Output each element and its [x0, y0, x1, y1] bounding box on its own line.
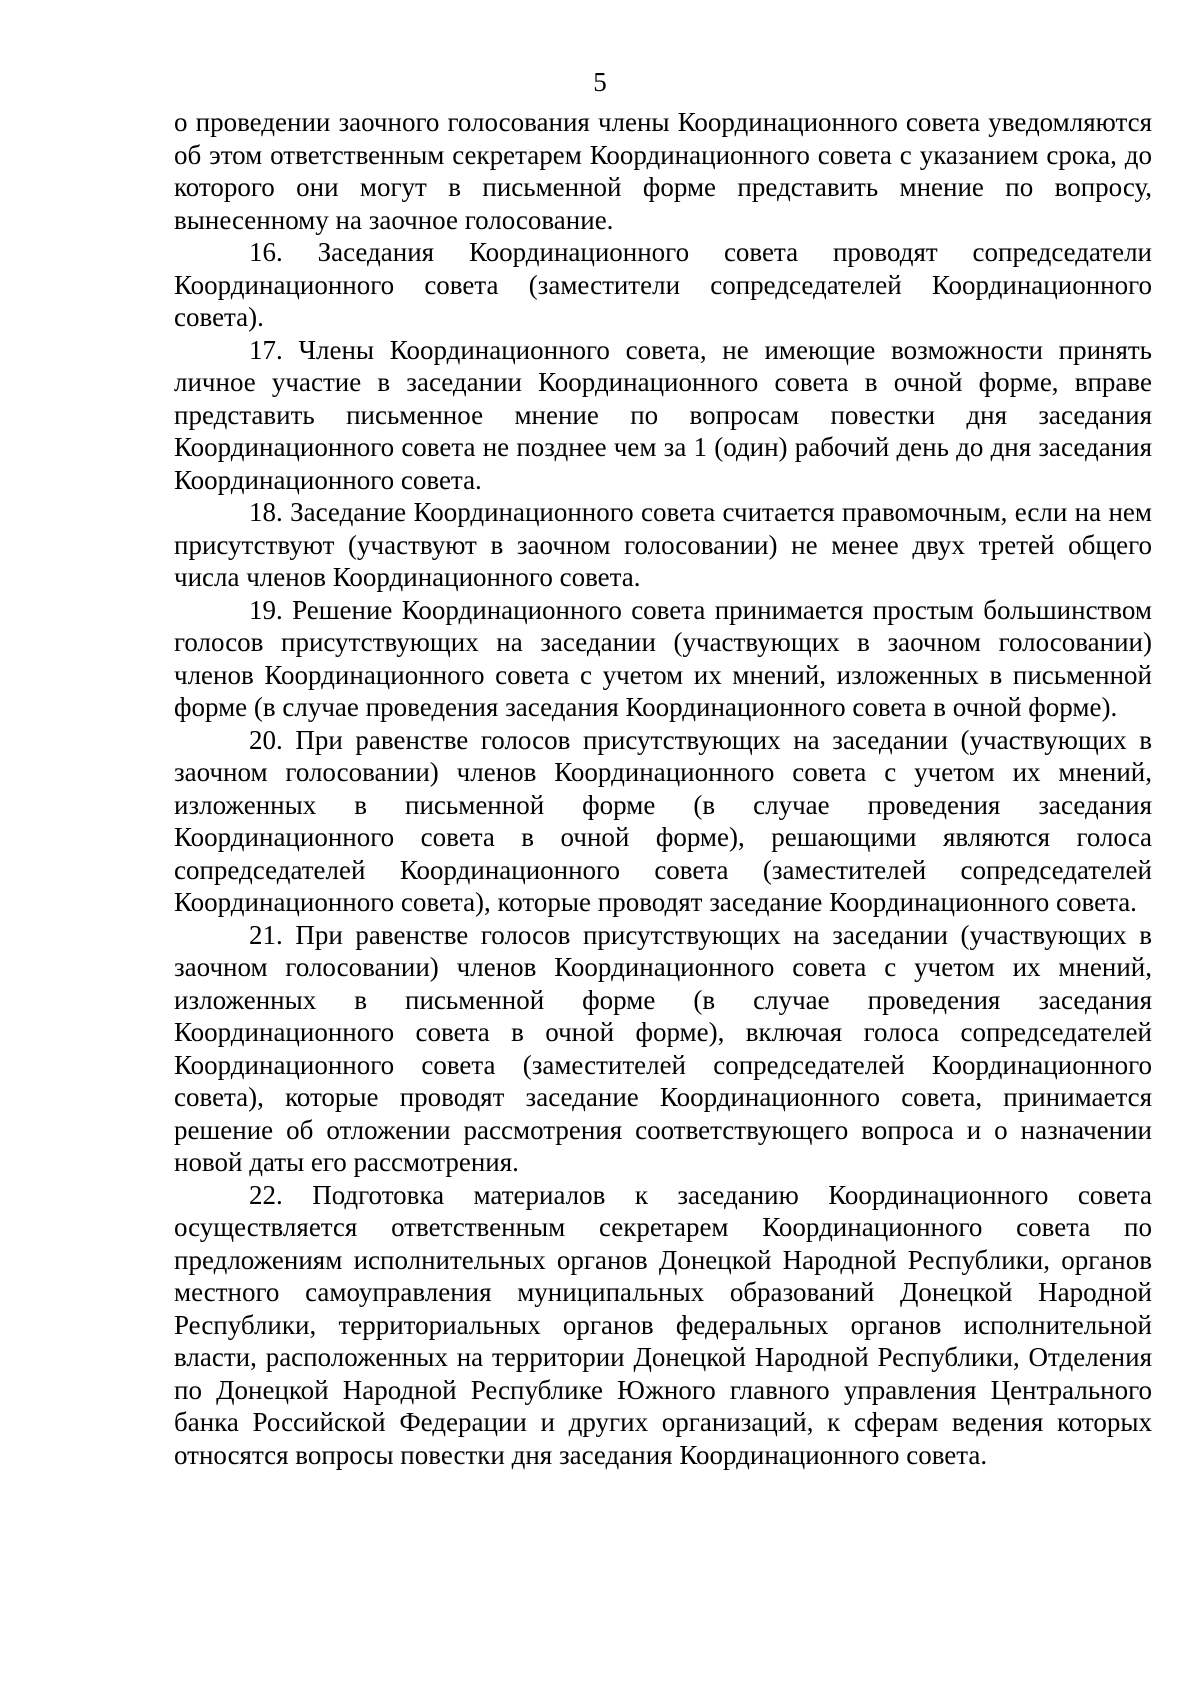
paragraph-18: 18. Заседание Координационного совета считается правомочным, если на нем присутствуют (участвуют в заочном голосовании) не менее двух третей общего числа членов Координационного совета. [174, 497, 1152, 592]
paragraph-16: 16. Заседания Координационного совета проводят сопредседатели Координационного совета (заместители сопредседателей Координационного совета). [174, 237, 1152, 332]
paragraph-continuation: о проведении заочного голосования члены Координационного совета уведомляются об этом ответственным секретарем Координационного совета с указанием срока, до которого они могут в письменной форме представить мнение по вопросу, вынесенному на заочное голосование. [174, 107, 1152, 235]
paragraph-22: 22. Подготовка материалов к заседанию Координационного совета осуществляется ответственным секретарем Координационного совета по предложениям исполнительных органов Донецкой Народной Республики, органов местного самоуправления муниципальных образований Донецкой Народной Республики, территориальных органов федеральных органов исполнительной власти, расположенных на территории Донецкой Народной Республики, Отделения по Донецкой Народной Республике Южного главного управления Центрального банка Российской Федерации и других организаций, к сферам ведения которых относятся вопросы повестки дня заседания Координационного совета. [174, 1179, 1152, 1470]
paragraph-21: 21. При равенстве голосов присутствующих на заседании (участвующих в заочном голосовании) членов Координационного совета с учетом их мнений, изложенных в письменной форме (в случае проведения заседания Координационного совета в очной форме), включая голоса сопредседателей Координационного совета (заместителей сопредседателей Координационного совета), которые проводят заседание Координационного совета, принимается решение об отложении рассмотрения соответствующего вопроса и о назначении новой даты его рассмотрения. [174, 919, 1152, 1177]
page-number: 5 [593, 67, 607, 97]
paragraph-19: 19. Решение Координационного совета принимается простым большинством голосов присутствующих на заседании (участвующих в заочном голосовании) членов Координационного совета с учетом их мнений, изложенных в письменной форме (в случае проведения заседания Координационного совета в очной форме). [174, 594, 1152, 722]
document-body [174, 106, 1152, 1471]
paragraph-20: 20. При равенстве голосов присутствующих на заседании (участвующих в заочном голосовании) членов Координационного совета с учетом их мнений, изложенных в письменной форме (в случае проведения заседания Координационного совета в очной форме), решающими являются голоса сопредседателей Координационного совета (заместителей сопредседателей Координационного совета), которые проводят заседание Координационного совета. [174, 724, 1152, 917]
paragraph-17: 17. Члены Координационного совета, не имеющие возможности принять личное участие в заседании Координационного совета в очной форме, вправе представить письменное мнение по вопросам повестки дня заседания Координационного совета не позднее чем за 1 (один) рабочий день до дня заседания Координационного совета. [174, 334, 1152, 495]
